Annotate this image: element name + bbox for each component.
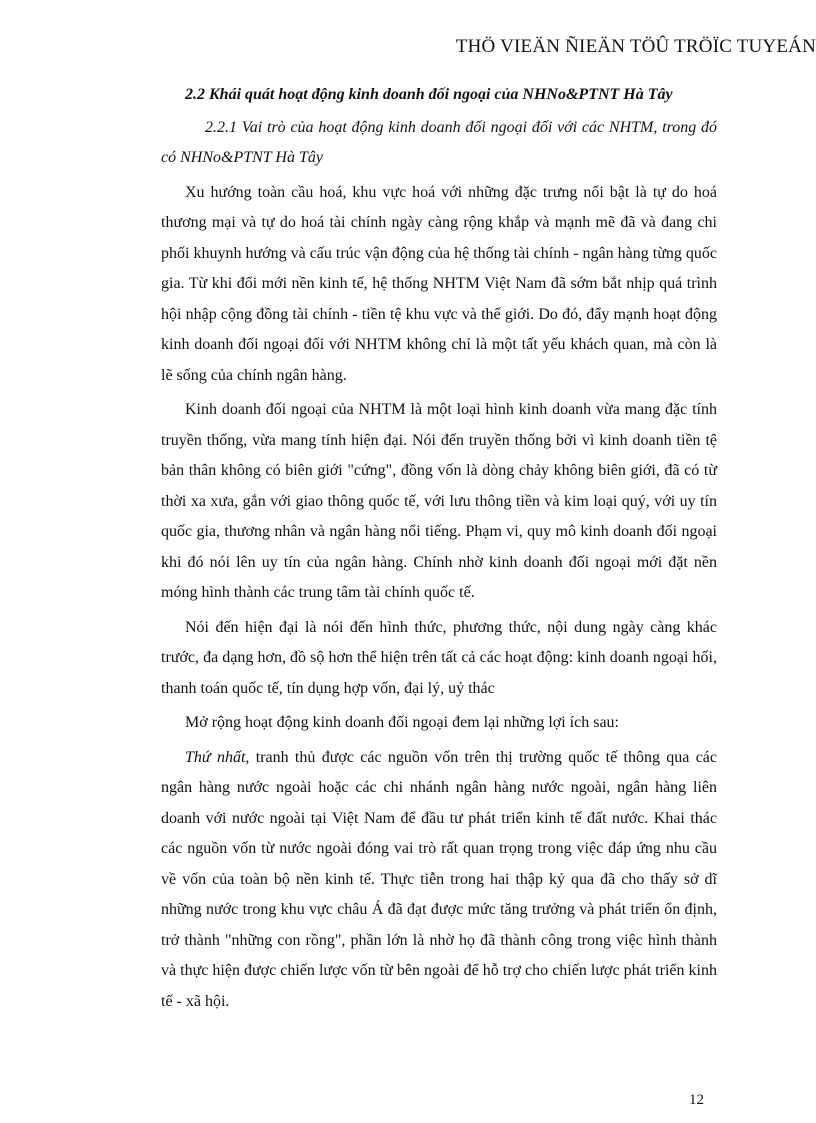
page-number: 12 [689, 1092, 704, 1108]
first-benefit-text: , tranh thủ được các nguồn vốn trên thị trường quốc tế thông qua các ngân hàng nước ngoài hoặc các chi nhánh ngân hàng nước ngoài, ngân hàng liên doanh với nước ngoài tại Việt Nam để đầu tư phát triển kinh tế đất nước. Khai thác các nguồn vốn từ nước ngoài đóng vai trò rất quan trọng trong việc đáp ứng nhu cầu về vốn của toàn bộ nền kinh tế. Thực tiễn trong hai thập kỷ qua đã cho thấy sở dĩ những nước trong khu vực châu Á đã đạt được mức tăng trưởng và phát triển ổn định, trở thành "những con rồng", phần lớn là nhờ họ đã thành công trong việc hình thành và thực hiện được chiến lược vốn từ bên ngoài để hỗ trợ cho chiến lược phát triển kinh tế - xã hội. [161, 748, 718, 1010]
section-heading-2-2: 2.2 Khái quát hoạt động kinh doanh đối ngoại của NHNo&PTNT Hà Tây [185, 86, 673, 103]
paragraph-globalization: Xu hướng toàn cầu hoá, khu vực hoá với những đặc trưng nổi bật là tự do hoá thương mại và tự do hoá tài chính ngày càng rộng khắp và mạnh mẽ đã và đang chi phối khuynh hướng và cấu trúc vận động của hệ thống tài chính - ngân hàng từng quốc gia. Từ khi đổi mới nền kinh tế, hệ thống NHTM Việt Nam đã sớm bắt nhịp quá trình hội nhập cộng đồng tài chính - tiền tệ khu vực và thế giới. Do đó, đẩy mạnh hoạt động kinh doanh đối ngoại đối với NHTM không chỉ là một tất yếu khách quan, mà còn là lẽ sống của chính ngân hàng. [161, 183, 717, 384]
paragraph-first-benefit [161, 743, 717, 1018]
section-heading-2-2-1: 2.2.1 Vai trò của hoạt động kinh doanh đối ngoại đối với các NHTM, trong đó có NHNo&PTNT Hà Tây [161, 118, 717, 166]
paragraph-benefits-intro: Mở rộng hoạt động kinh doanh đối ngoại đem lại những lợi ích sau: [185, 714, 619, 731]
document-body [161, 80, 717, 1021]
first-benefit-lead: Thứ nhất [185, 748, 246, 766]
paragraph-modern-aspects: Nói đến hiện đại là nói đến hình thức, phương thức, nội dung ngày càng khác trước, đa dạng hơn, đồ sộ hơn thể hiện trên tất cả các hoạt động: kinh doanh ngoại hối, thanh toán quốc tế, tín dụng hợp vốn, đại lý, uỷ thác [161, 618, 717, 697]
page-header-title: THÖ VIEÄN ÑIEÄN TÖÛ TRÖÏC TUYEÁN [455, 36, 816, 57]
paragraph-foreign-business-nature: Kinh doanh đối ngoại của NHTM là một loại hình kinh doanh vừa mang đặc tính truyền thống, vừa mang tính hiện đại. Nói đến truyền thống bởi vì kinh doanh tiền tệ bản thân không có biên giới "cứng", đồng vốn là dòng chảy không biên giới, đã có từ thời xa xưa, gắn với giao thông quốc tế, với lưu thông tiền và kim loại quý, với uy tín quốc gia, thương nhân và ngân hàng nổi tiếng. Phạm vi, quy mô kinh doanh đối ngoại khi đó nói lên uy tín của ngân hàng. Chính nhờ kinh doanh đối ngoại mới đặt nền móng hình thành các trung tâm tài chính quốc tế. [161, 401, 717, 601]
